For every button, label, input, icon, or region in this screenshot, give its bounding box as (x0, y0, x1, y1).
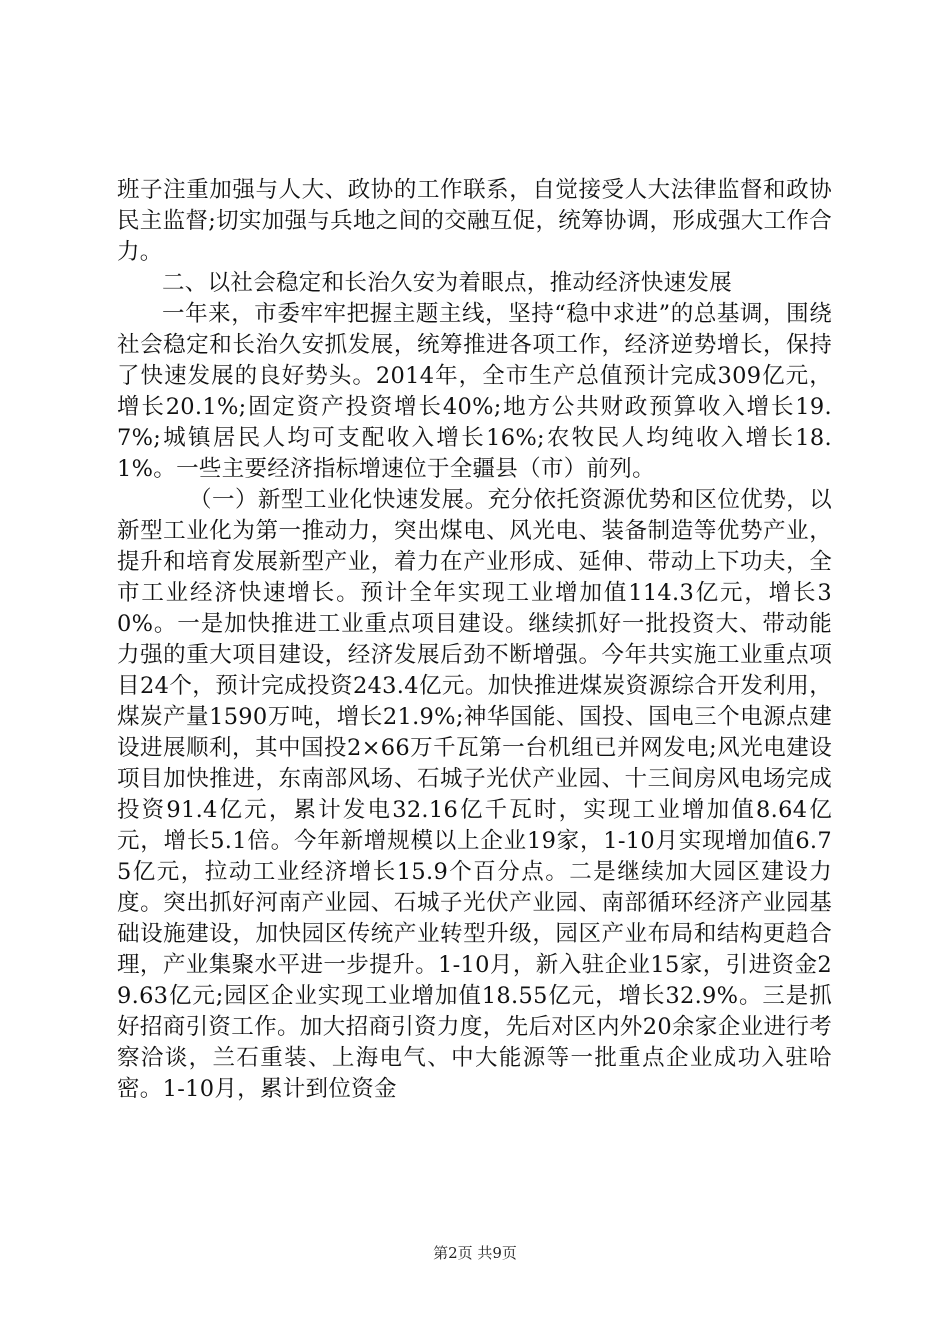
section-heading: 二、以社会稳定和长治久安为着眼点，推动经济快速发展 (162, 270, 733, 296)
paragraph-continuation: 班子注重加强与人大、政协的工作联系，自觉接受人大法律监督和政协民主监督;切实加强与兵地之间的交融互促，统筹协调，形成强大工作合力。 (117, 177, 832, 265)
document-body (117, 175, 832, 1105)
paragraph-industrialization: （一）新型工业化快速发展。充分依托资源优势和区位优势，以新型工业化为第一推动力，突出煤电、风光电、装备制造等优势产业，提升和培育发展新型产业，着力在产业形成、延伸、带动上下功夫，全市工业经济快速增长。预计全年实现工业增加值114.3亿元，增长30%。一是加快推进工业重点项目建设。继续抓好一批投资大、带动能力强的重大项目建设，经济发展后劲不断增强。今年共实施工业重点项目24个，预计完成投资243.4亿元。加快推进煤炭资源综合开发利用，煤炭产量1590万吨，增长21.9%;神华国能、国投、国电三个电源点建设进展顺利，其中国投2×66万千瓦第一台机组已并网发电;风光电建设项目加快推进，东南部风场、石城子光伏产业园、十三间房风电场完成投资91.4亿元，累计发电32.16亿千瓦时，实现工业增加值8.64亿元，增长5.1倍。今年新增规模以上企业19家，1-10月实现增加值6.75亿元，拉动工业经济增长15.9个百分点。二是继续加大园区建设力度。突出抓好河南产业园、石城子光伏产业园、南部循环经济产业园基础设施建设，加快园区传统产业转型升级，园区产业布局和结构更趋合理，产业集聚水平进一步提升。1-10月，新入驻企业15家，引进资金29.63亿元;园区企业实现工业增加值18.55亿元，增长32.9%。三是抓好招商引资工作。加大招商引资力度，先后对区内外20余家企业进行考察洽谈，兰石重装、上海电气、中大能源等一批重点企业成功入驻哈密。1-10月，累计到位资金 (117, 487, 832, 1102)
paragraph-overview: 一年来，市委牢牢把握主题主线，坚持“稳中求进”的总基调，围绕社会稳定和长治久安抓发展，统筹推进各项工作，经济逆势增长，保持了快速发展的良好势头。2014年，全市生产总值预计完成309亿元，增长20.1%;固定资产投资增长40%;地方公共财政预算收入增长19.7%;城镇居民人均可支配收入增长16%;农牧民人均纯收入增长18.1%。一些主要经济指标增速位于全疆县（市）前列。 (117, 301, 832, 482)
page-number: 第2页 共9页 (433, 1244, 517, 1262)
